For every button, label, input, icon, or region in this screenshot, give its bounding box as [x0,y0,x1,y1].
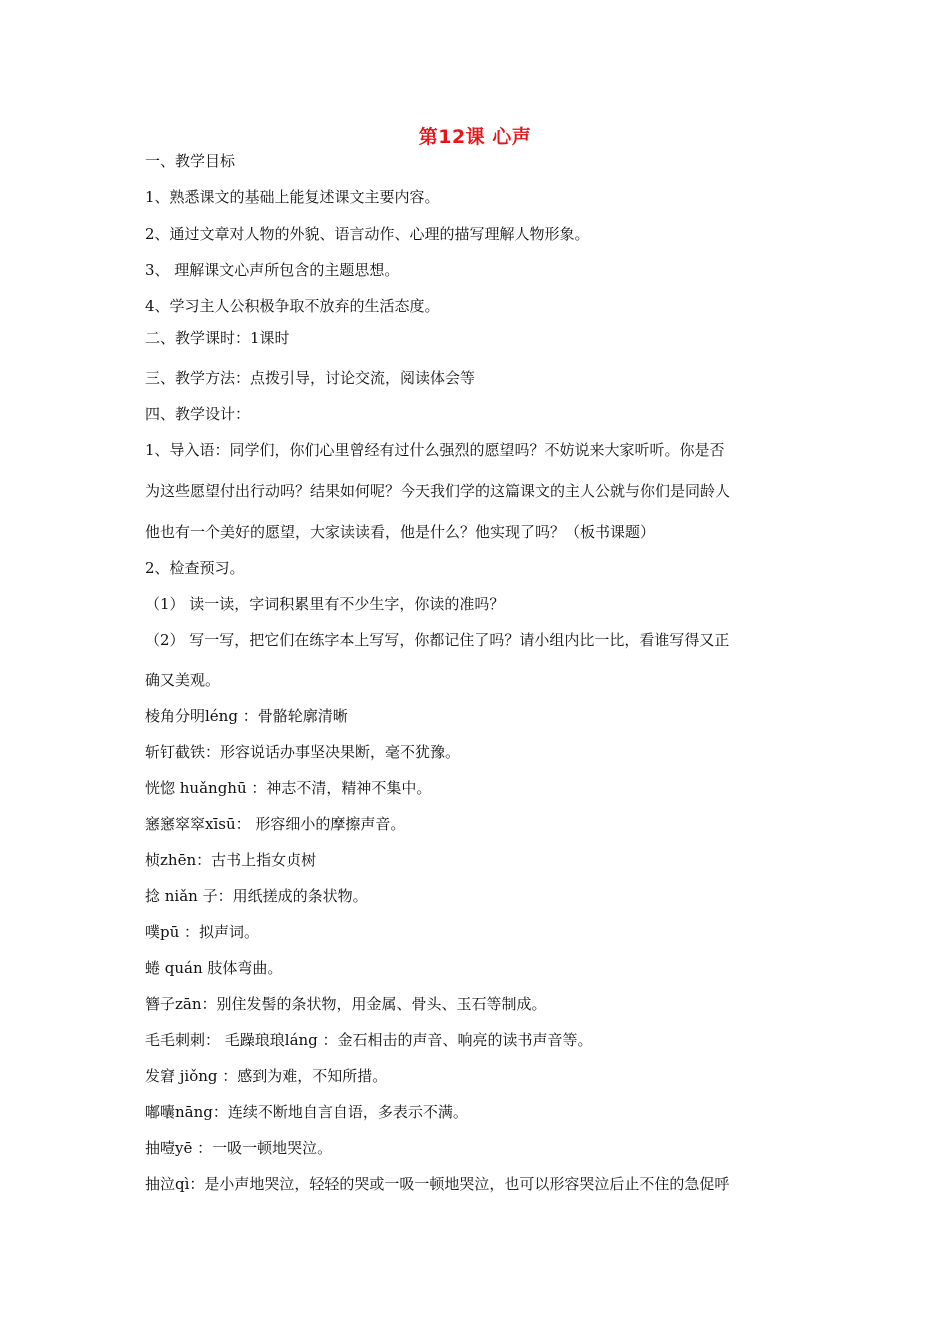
vocab-item: 抽噎yē ：一吸一顿地哭泣。 [145,1139,333,1157]
vocab-item: 斩钉截铁：形容说话办事坚决果断，毫不犹豫。 [145,743,461,761]
vocab-item: 噗pū ：拟声词。 [145,923,260,941]
vocab-item: 毛毛刺刺： 毛躁琅琅láng ：金石相击的声音、响亮的读书声音等。 [145,1031,593,1049]
section-heading-goals: 一、教学目标 [145,152,236,170]
goal-item-4: 4、学习主人公积极争取不放弃的生活态度。 [145,297,440,315]
vocab-item: 簪子zān：别住发髻的条状物，用金属、骨头、玉石等制成。 [145,995,547,1013]
vocab-item: 窸窸窣窣xīsū： 形容细小的摩擦声音。 [145,815,406,833]
preview-step-2-line-2: 确又美观。 [145,671,221,689]
vocab-item: 桢zhēn：古书上指女贞树 [145,851,317,869]
goal-item-2: 2、通过文章对人物的外貌、语言动作、心理的描写理解人物形象。 [145,225,590,243]
preview-step-2-line-1: （2） 写一写，把它们在练字本上写写，你都记住了吗？请小组内比一比，看谁写得又正 [145,631,730,649]
intro-paragraph-line-2: 为这些愿望付出行动吗？结果如何呢？今天我们学的这篇课文的主人公就与你们是同龄人 [145,482,731,500]
vocab-item: 发窘 jiǒng ：感到为难，不知所措。 [145,1067,388,1085]
vocab-item: 嘟囔nāng：连续不断地自言自语，多表示不满。 [145,1103,468,1121]
section-heading-design: 四、教学设计： [145,405,251,423]
vocab-item: 抽泣qì：是小声地哭泣，轻轻的哭或一吸一顿地哭泣，也可以形容哭泣后止不住的急促呼 [145,1175,730,1193]
preview-step-1: （1） 读一读，字词积累里有不少生字，你读的准吗？ [145,595,505,613]
preview-check-heading: 2、检查预习。 [145,559,245,577]
section-heading-hours: 二、教学课时：1课时 [145,329,290,347]
vocab-item: 棱角分明léng ：骨骼轮廓清晰 [145,707,348,725]
vocab-item: 捻 niǎn 子：用纸搓成的条状物。 [145,887,368,905]
intro-paragraph-line-3: 他也有一个美好的愿望，大家读读看，他是什么？他实现了吗？（板书课题） [145,523,656,541]
goal-item-1: 1、熟悉课文的基础上能复述课文主要内容。 [145,188,440,206]
intro-paragraph-line-1: 1、导入语：同学们，你们心里曾经有过什么强烈的愿望吗？不妨说来大家听听。你是否 [145,441,725,459]
vocab-item: 恍惚 huǎnghū ：神志不清，精神不集中。 [145,779,432,797]
vocab-item: 蜷 quán 肢体弯曲。 [145,959,283,977]
goal-item-3: 3、 理解课文心声所包含的主题思想。 [145,261,400,279]
section-heading-methods: 三、教学方法：点拨引导，讨论交流，阅读体会等 [145,369,476,387]
lesson-title: 第12课 心声 [418,126,532,148]
